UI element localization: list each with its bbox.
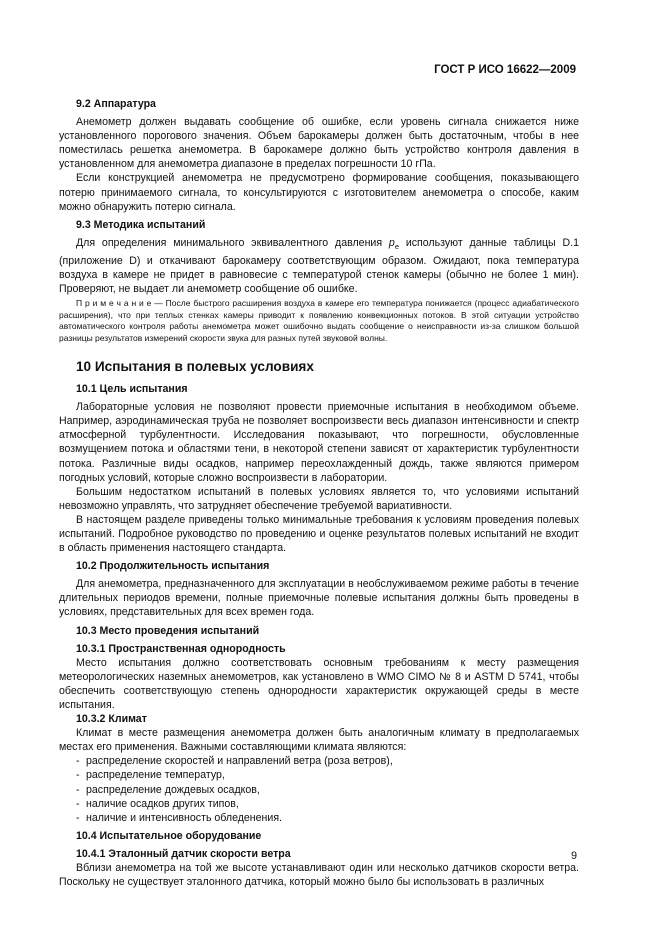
document-header: ГОСТ Р ИСО 16622—2009 [434,64,576,76]
note-label: П р и м е ч а н и е [76,298,152,309]
heading-9-3: 9.3 Методика испытаний [76,218,206,231]
heading-10-3: 10.3 Место проведения испытаний [76,624,260,637]
paragraph: Климат в месте размещения анемометра должен быть аналогичным климату в предполагаемых местах его применения. Важными составляющими климата являются: [59,727,579,754]
heading-10-3-2: 10.3.2 Климат [76,713,147,726]
note [59,298,579,344]
list-item: - наличие осадков других типов, [76,797,239,810]
paragraph-pressure [59,236,579,296]
list-item: - распределение температур, [76,769,225,782]
list-item: - наличие и интенсивность обледенения. [76,811,282,824]
heading-10: 10 Испытания в полевых условиях [76,358,314,374]
climate-list [59,754,579,824]
paragraph: Большим недостатком испытаний в полевых условиях является то, что условиями испытаний невозможно управлять, что затрудняет обеспечение требуемой вариативности. [59,485,579,512]
paragraph: Лабораторные условия не позволяют провести приемочные испытания в необходимом объеме. Например, аэродинамическая труба не позволяет воспроизвести весь диапазон интенсивности и спектр атмосферной турбулентности. Исследования показывают, что погрешности, обусловленные возмущением потока и областями тени, в некоторой степени зависят от характеристик турбулентности потока. Различные виды осадков, например переохлажденный дождь, также являются примером погодных условий, которые сложно воспроизвести в лаборатории. [59,401,579,484]
heading-9-2: 9.2 Аппаратура [76,98,156,110]
heading-10-4: 10.4 Испытательное оборудование [76,829,262,842]
variable-p: p [388,236,395,249]
paragraph: Анемометр должен выдавать сообщение об ошибке, если уровень сигнала снижается ниже установленного порогового значения. Объем барокамеры должен быть достаточным, чтобы в нее поместилась решетка анемометра. В барокамере должно быть устройство контроля давления в установленном для анемометра диапазоне в пределах погрешности 10 гПа. [59,116,579,171]
document-body [59,97,579,889]
heading-10-2: 10.2 Продолжительность испытания [76,560,270,573]
text-part: используют данные таблицы D.1 (приложение D) и откачивают барокамеру соответствующим образом. Ожидают, пока температура воздуха в камере не придет в равновесие с температурой стенок камеры (обычно не более 1 мин). Проверяют, не выдает ли анемометр сообщение об ошибке. [59,236,579,296]
list-item: - распределение скоростей и направлений ветра (роза ветров), [76,755,393,768]
text-part: Для определения минимального эквивалентного давления [76,236,389,249]
heading-10-1: 10.1 Цель испытания [76,383,188,396]
paragraph: Для анемометра, предназначенного для эксплуатации в необслуживаемом режиме работы в течение длительных периодов времени, полные приемочные полевые испытания должны быть проведены в условиях, представительных для всех времен года. [59,578,579,619]
paragraph: Вблизи анемометра на той же высоте устанавливают один или несколько датчиков скорости ветра. Поскольку не существует эталонного датчика, который можно было бы использовать в различных [59,862,579,889]
variable-subscript: e [394,241,399,251]
paragraph: В настоящем разделе приведены только минимальные требования к условиям проведения полевых испытаний. Подробное руководство по проведению и оценке результатов полевых испытаний не входит в область применения настоящего стандарта. [59,513,579,555]
heading-10-4-1: 10.4.1 Эталонный датчик скорости ветра [76,847,291,860]
paragraph: Место испытания должно соответствовать основным требованиям к месту размещения метеорологических наземных анемометров, как установлено в WMO CIMO № 8 и ASTM D 5741, чтобы обеспечить соответствующую степень однородности характеристик окружающей среды в месте испытания. [59,656,579,712]
list-item: - распределение дождевых осадков, [76,783,260,796]
paragraph: Если конструкцией анемометра не предусмотрено формирование сообщения, показывающего потерю принимаемого сигнала, то консультируются с изготовителем анемометра о способе, каким можно обнаружить потерю сигнала. [59,172,579,213]
note-text: — После быстрого расширения воздуха в камере его температура понижается (процесс адиабатического расширения), что при теплых стенках камеры приводит к появлению конвекционных потоков. В этой ситуации устройство автоматического контроля работы анемометра может ошибочно выдать сообщение о неисправности из-за слишком большой разницы результатов измерений скорости звука для разных путей звуковой волны. [59,298,579,343]
page-number: 9 [571,850,577,862]
heading-10-3-1: 10.3.1 Пространственная однородность [76,642,286,655]
